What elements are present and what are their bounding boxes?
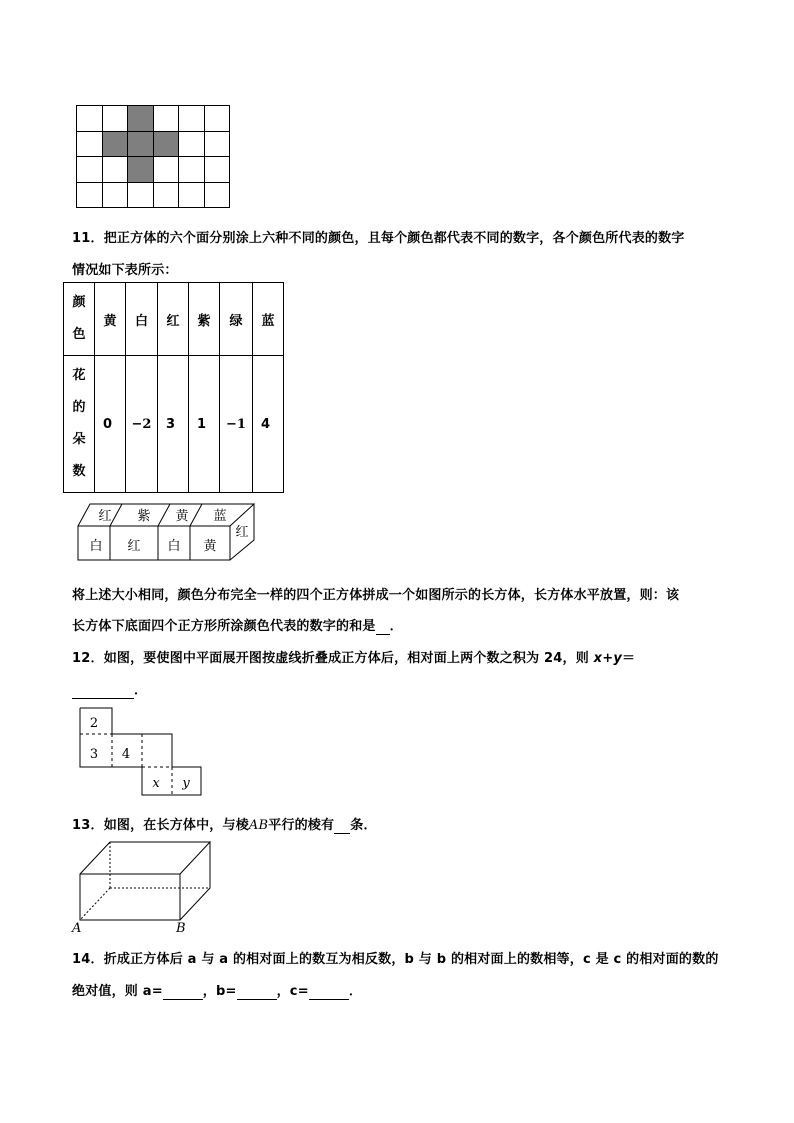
- q14-text2a: 绝对值，则 a=: [72, 984, 163, 999]
- q12-number: 12．: [72, 651, 104, 666]
- q14-blank-b: [237, 984, 277, 1000]
- q14-number: 14．: [72, 952, 104, 967]
- front-label: 红: [127, 539, 141, 554]
- cross-grid-figure: [76, 105, 230, 208]
- grid-cell: [204, 106, 230, 132]
- net-number-4: 4: [121, 747, 131, 762]
- grid-cell: [77, 157, 103, 183]
- q14-text2b: ，b=: [202, 984, 237, 999]
- table-value-cell: 1: [189, 356, 220, 493]
- q11-text1: 把正方体的六个面分别涂上六种不同的颜色，且每个颜色都代表不同的数字，各个颜色所代表的数字: [103, 231, 685, 246]
- table-value-cell: 3: [158, 356, 189, 493]
- net-variable-y: y: [182, 776, 190, 791]
- grid-cell: [77, 182, 103, 208]
- cuboid-right-edges: [180, 842, 210, 920]
- q12-answer-blank: [72, 683, 134, 699]
- vertex-label-b: B: [176, 921, 186, 936]
- table-header-color-char2: 色: [72, 327, 86, 342]
- q14-text2d: ．: [348, 984, 363, 999]
- net-number-2: 2: [89, 716, 99, 731]
- q12-text1: 如图，要使图中平面展开图按虚线折叠成正方体后，相对面上两个数之积为 24，则: [103, 651, 594, 666]
- table-value-cell: −1: [220, 356, 253, 493]
- grid-cell-shaded: [153, 131, 179, 157]
- q11-line3: 将上述大小相同，颜色分布完全一样的四个正方体拼成一个如图所示的长方体，长方体水平放置，则：该: [72, 588, 680, 603]
- net-variable-x: x: [152, 776, 160, 791]
- grid-cell: [204, 131, 230, 157]
- top-divider: [110, 504, 122, 526]
- grid-cell-shaded: [128, 106, 154, 132]
- top-divider: [158, 504, 170, 526]
- q11-line4: [72, 615, 403, 635]
- q12-line1: [72, 647, 635, 666]
- q12-end: ．: [134, 683, 148, 698]
- color-number-table: [63, 282, 284, 493]
- q13-number: 13．: [72, 818, 104, 833]
- table-header-flowers-char: 数: [72, 464, 86, 479]
- table-color-cell: 蓝: [253, 283, 284, 356]
- table-value-cell: −2: [126, 356, 158, 493]
- grid-cell: [77, 131, 103, 157]
- q11-text4: 长方体下底面四个正方形所涂颜色代表的数字的和是: [72, 619, 376, 634]
- cube-net-figure: [76, 704, 206, 798]
- q14-blank-a: [163, 984, 203, 1000]
- grid-cell: [204, 182, 230, 208]
- grid-cell: [179, 157, 205, 183]
- table-value-cell: 4: [253, 356, 284, 493]
- q12-eq: ＝: [622, 651, 636, 666]
- top-label: 紫: [137, 509, 151, 524]
- grid-cell: [204, 157, 230, 183]
- q13-line: [72, 814, 377, 834]
- net-number-3: 3: [89, 747, 99, 762]
- grid-cell: [179, 131, 205, 157]
- q11-answer-blank: [376, 619, 390, 635]
- q11-line1: [72, 227, 685, 246]
- q13-text-c: 条．: [350, 818, 377, 833]
- grid-cell: [102, 157, 128, 183]
- cuboid-hidden-edge: [80, 888, 110, 920]
- table-header-flowers-char: 的: [72, 400, 86, 415]
- top-divider: [190, 504, 202, 526]
- front-label: 白: [89, 539, 103, 554]
- table-color-cell: 黄: [95, 283, 126, 356]
- grid-cell: [102, 106, 128, 132]
- q12-xy: x+y: [593, 651, 623, 666]
- table-header-flowers: [64, 356, 95, 493]
- q14-text2c: ，c=: [276, 984, 309, 999]
- grid-cell: [128, 182, 154, 208]
- table-header-color-char1: 颜: [72, 295, 86, 310]
- q13-edge-ab: AB: [248, 818, 269, 833]
- grid-cell: [153, 182, 179, 208]
- table-color-cell: 绿: [220, 283, 253, 356]
- grid-cell: [102, 182, 128, 208]
- grid-cell-shaded: [128, 131, 154, 157]
- front-label: 白: [167, 539, 181, 554]
- top-label: 红: [98, 509, 112, 524]
- grid-row: [77, 106, 230, 132]
- q11-text4-end: ．: [389, 619, 403, 634]
- grid-cell: [77, 106, 103, 132]
- table-header-flowers-char: 朵: [72, 432, 86, 447]
- cuboid-front-face: [80, 874, 180, 920]
- q14-line2: [72, 980, 362, 1000]
- table-color-cell: 白: [126, 283, 158, 356]
- grid-row: [77, 157, 230, 183]
- vertex-label-a: A: [72, 921, 82, 936]
- grid-cell: [153, 157, 179, 183]
- q13-answer-blank: [334, 818, 350, 834]
- four-cubes-figure: [70, 496, 270, 568]
- grid-cell: [179, 182, 205, 208]
- top-label: 黄: [175, 509, 189, 524]
- q12-line2: [72, 679, 147, 699]
- table-header-color: [64, 283, 95, 356]
- cuboid-top-edges: [80, 842, 210, 874]
- figure-labels: [89, 508, 248, 554]
- grid-cell: [153, 106, 179, 132]
- table-header-flowers-char: 花: [72, 368, 86, 383]
- q13-text-b: 平行的棱有: [268, 818, 335, 833]
- side-label: 红: [235, 525, 249, 540]
- q14-blank-c: [309, 984, 349, 1000]
- cuboid-figure: [68, 836, 218, 936]
- front-label: 黄: [203, 539, 217, 554]
- grid-row: [77, 131, 230, 157]
- grid-cell: [179, 106, 205, 132]
- grid-row: [77, 182, 230, 208]
- top-label: 蓝: [213, 509, 227, 524]
- grid-cell-shaded: [102, 131, 128, 157]
- q14-text1: 折成正方体后 a 与 a 的相对面上的数互为相反数，b 与 b 的相对面上的数相等，c 是 c 的相对面的数的: [103, 952, 719, 967]
- q11-line2: 情况如下表所示：: [72, 263, 178, 278]
- q11-number: 11．: [72, 231, 104, 246]
- table-value-cell: 0: [95, 356, 126, 493]
- q13-text-a: 如图，在长方体中，与棱: [103, 818, 249, 833]
- q14-line1: [72, 948, 719, 967]
- grid-cell-shaded: [128, 157, 154, 183]
- table-color-cell: 红: [158, 283, 189, 356]
- table-color-cell: 紫: [189, 283, 220, 356]
